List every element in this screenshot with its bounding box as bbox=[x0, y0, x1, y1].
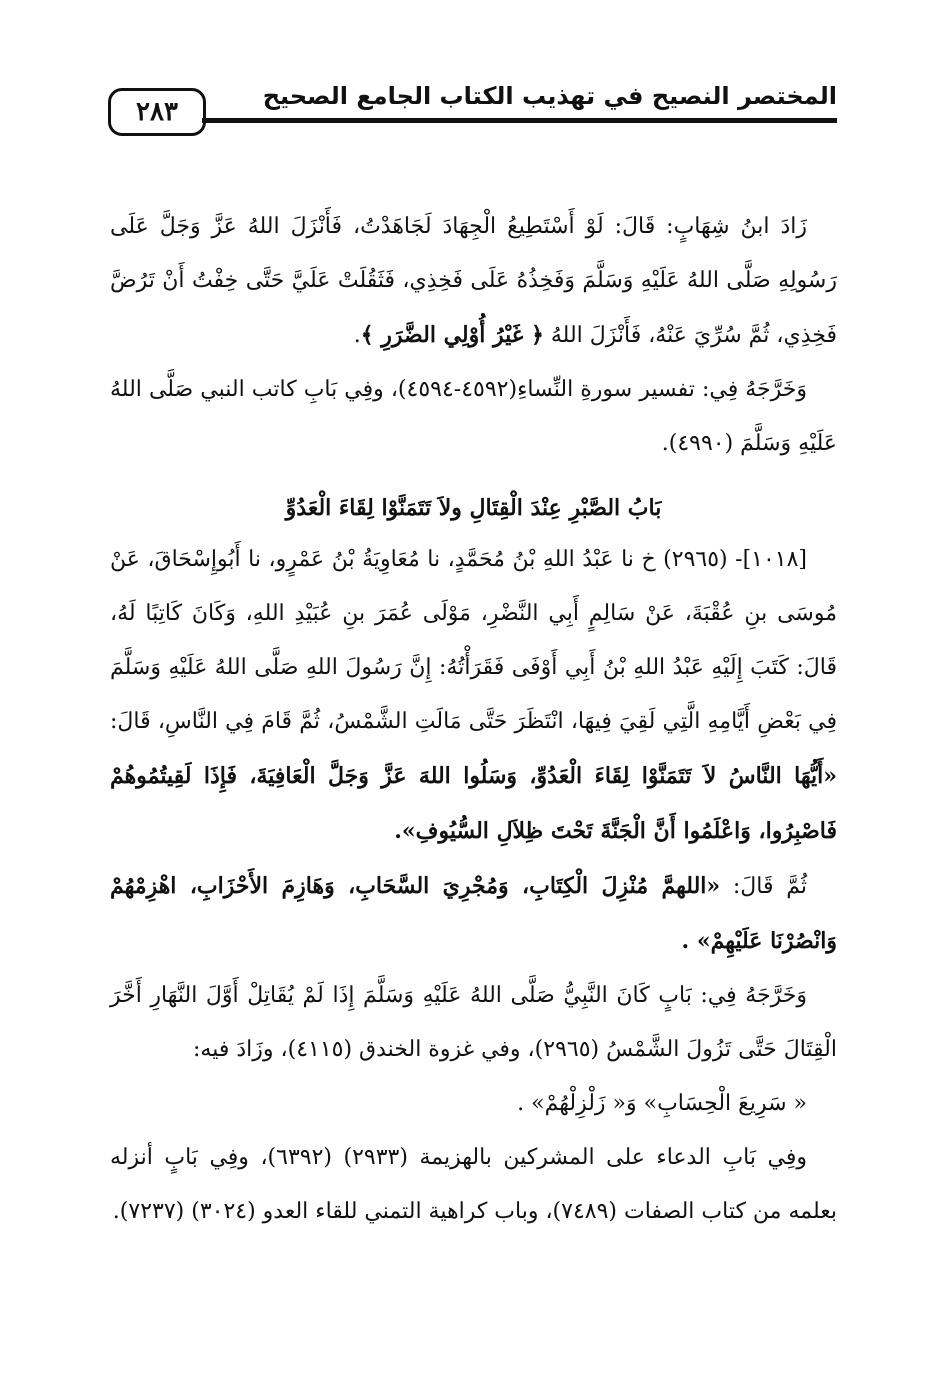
paragraph-5-quote: « سَرِيعَ الْحِسَابِ» وَ« زَلْزِلْهُمْ» . bbox=[517, 1091, 807, 1116]
chapter-heading: بَابُ الصَّبْرِ عِنْدَ الْقِتَالِ ولاَ تَتَمَنَّوْا لِقَاءَ الْعَدُوِّ bbox=[285, 495, 662, 521]
paragraph-1-text: زَادَ ابنُ شِهَابٍ: قَالَ: لَوْ أَسْتَطِيعُ الْجِهَادَ لَجَاهَدْتُ، فَأَنْزَلَ اللهُ عَزَّ وَجَلَّ عَلَى رَسُولِهِ صَلَّى اللهُ عَلَيْهِ وَسَلَّمَ وَفَخِذُهُ عَلَى فَخِذِي، فَثَقُلَتْ عَلَيَّ حَتَّى خِفْتُ أَنْ تَرُضَّ فَخِذِي، ثُمَّ سُرِّيَ عَنْهُ، فَأَنْزَلَ اللهُ bbox=[110, 214, 837, 348]
quran-quote: ﴿ غَيْرُ أُوْلِي الضَّرَرِ ﴾ bbox=[360, 322, 544, 348]
header-rule bbox=[202, 118, 837, 123]
paragraph-4-lead: ثُمَّ قَالَ: bbox=[732, 874, 808, 899]
hadith-paragraph bbox=[110, 533, 837, 859]
paragraph-5: وَخَرَّجَهُ فِي: بَابٍ كَانَ النَّبِيُّ صَلَّى اللهُ عَلَيْهِ وَسَلَّمَ إِذَا لَمْ يُقَاتِلْ أَوَّلَ النَّهَارِ أَخَّرَ الْقِتَالَ حَتَّى تَزُولَ الشَّمْسُ (٢٩٦٥)، وفي غزوة الخندق (٤١١٥)، وزَادَ فيه: bbox=[110, 983, 837, 1062]
paragraph-2: وَخَرَّجَهُ فِي: تفسير سورةِ النِّساءِ(٤٥٩٢-٤٥٩٤)، وفِي بَابِ كاتب النبي صَلَّى اللهُ عَلَيْهِ وَسَلَّمَ (٤٩٩٠). bbox=[110, 377, 837, 456]
dua-quote: «اللهمَّ مُنْزِلَ الْكِتَابِ، وَمُجْرِيَ السَّحَابِ، وَهَازِمَ الأَحْزَابِ، اهْزِمْهُمْ وَانْصُرْنَا عَلَيْهِمْ» . bbox=[110, 873, 837, 954]
page-number: ٢٨٣ bbox=[108, 88, 206, 136]
paragraph-4 bbox=[110, 859, 837, 969]
running-header-title: المختصر النصيح في تهذيب الكتاب الجامع الصحيح bbox=[262, 82, 837, 110]
hadith-quote: «أَيُّهَا النَّاسُ لاَ تَتَمَنَّوْا لِقَاءَ الْعَدُوِّ، وَسَلُوا اللهَ عَزَّ وَجَلَّ الْعَافِيَةَ، فَإِذَا لَقِيتُمُوهُمْ فَاصْبِرُوا، وَاعْلَمُوا أَنَّ الْجَنَّةَ تَحْتَ ظِلاَلِ السُّيُوفِ». bbox=[110, 763, 837, 844]
paragraph-1 bbox=[110, 200, 837, 363]
page-body bbox=[110, 200, 837, 1239]
paragraph-1-end: . bbox=[353, 323, 361, 348]
paragraph-6: وفِي بَابِ الدعاء على المشركين بالهزيمة (٢٩٣٣) (٦٣٩٢)، وفِي بَابٍ أنزله بعلمه من كتاب الصفات (٧٤٨٩)، وباب كراهية التمني للقاء العدو (٣٠٢٤) (٧٢٣٧). bbox=[110, 1145, 837, 1224]
hadith-chain: [١٠١٨]- (٢٩٦٥) خ نا عَبْدُ اللهِ بْنُ مُحَمَّدٍ، نا مُعَاوِيَةُ بْنُ عَمْرٍو، نا أَبُوإِسْحَاقَ، عَنْ مُوسَى بنِ عُقْبَةَ، عَنْ سَالِمٍ أَبِي النَّضْرِ، مَوْلَى عُمَرَ بنِ عُبَيْدِ اللهِ، وَكَانَ كَاتِبًا لَهُ، قَالَ: كَتَبَ إِلَيْهِ عَبْدُ اللهِ بْنُ أَبِي أَوْفَى فَقَرَأْتُهُ: إِنَّ رَسُولَ اللهِ صَلَّى اللهُ عَلَيْهِ وَسَلَّمَ فِي بَعْضِ أَيَّامِهِ الَّتِي لَقِيَ فِيهَا، انْتَظَرَ حَتَّى مَالَتِ الشَّمْسُ، ثُمَّ قَامَ فِي النَّاسِ، قَالَ: bbox=[110, 547, 837, 734]
